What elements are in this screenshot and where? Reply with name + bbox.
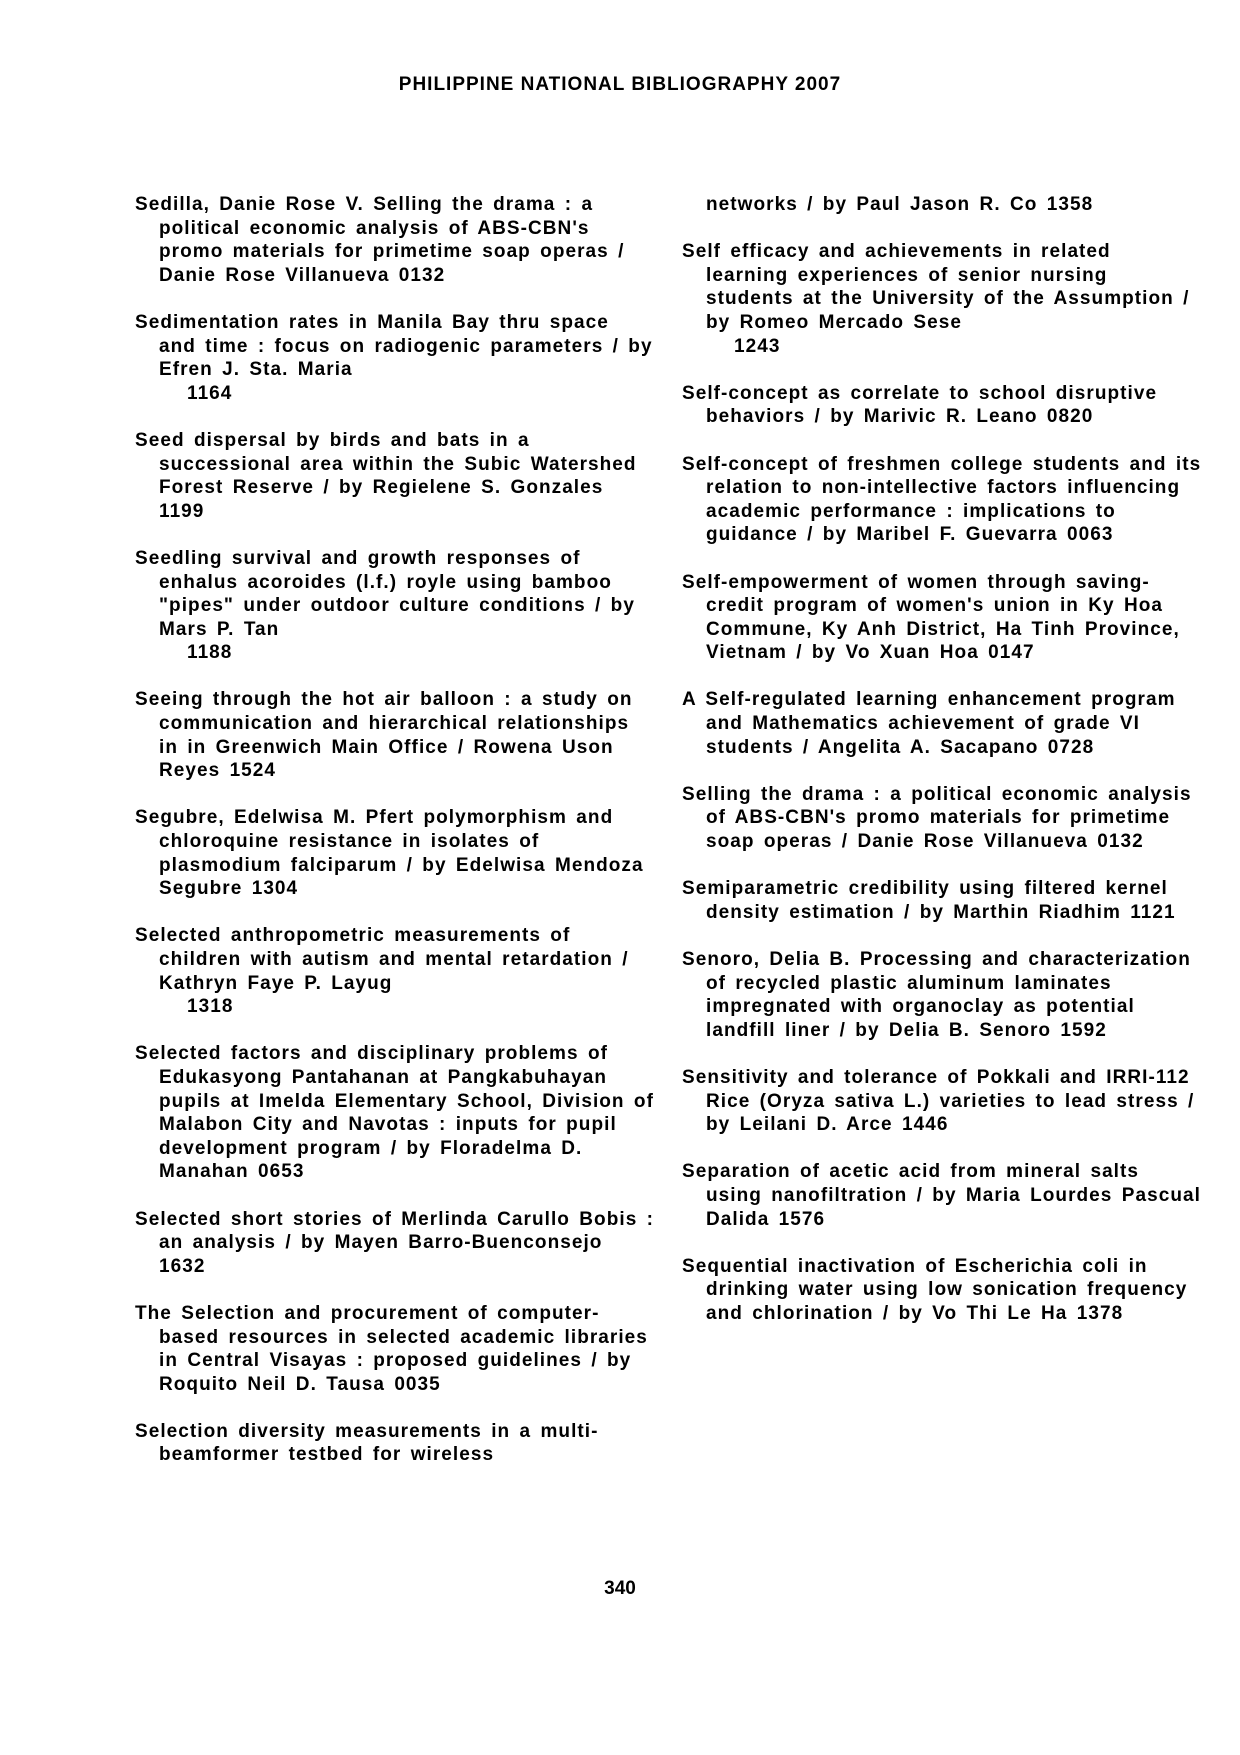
bib-entry: Selected short stories of Merlinda Carullo Bobis : an analysis / by Mayen Barro-Buenconsejo 1632 [135, 1208, 664, 1277]
bib-entry: A Self-regulated learning enhancement program and Mathematics achievement of grade VI students / Angelita A. Sacapano 0728 [682, 689, 1185, 758]
bib-entry: Selection diversity measurements in a multi-beamformer testbed for wireless [135, 1420, 599, 1466]
bib-entry: Sequential inactivation of Escherichia coli in drinking water using low sonication frequency and chlorination / by Vo Thi Le Ha 1378 [682, 1255, 1197, 1324]
bib-entry: Seedling survival and growth responses of enhalus acoroides (l.f.) royle using bamboo "pipes" under outdoor culture conditions / by Mars P. Tan 1188 [135, 547, 635, 664]
bib-entry: Seeing through the hot air balloon : a study on communication and hierarchical relationships in in Greenwich Main Office / Rowena Uson Reyes 1524 [135, 689, 642, 782]
running-header: PHILIPPINE NATIONAL BIBLIOGRAPHY 2007 [398, 74, 842, 95]
bib-entry: Seed dispersal by birds and bats in a successional area within the Subic Watershed Forest Reserve / by Regielene S. Gonzales 1199 [135, 429, 646, 522]
bib-entry: Sensitivity and tolerance of Pokkali and IRRI-112 Rice (Oryza sativa L.) varieties to lead stress / by Leilani D. Arce 1446 [682, 1066, 1204, 1136]
bib-entry: Separation of acetic acid from mineral salts using nanofiltration / by Maria Lourdes Pascual Dalida 1576 [682, 1161, 1211, 1230]
bib-entry: Selling the drama : a political economic analysis of ABS-CBN's promo materials for primetime soap operas / Danie Rose Villanueva 0132 [682, 783, 1201, 853]
bib-entry: Segubre, Edelwisa M. Pfert polymorphism and chloroquine resistance in isolates of plasmodium falciparum / by Edelwisa Mendoza Segubre 1304 [135, 807, 653, 900]
bib-entry: Selected factors and disciplinary problems of Edukasyong Pantahanan at Pangkabuhayan pupils at Imelda Elementary School, Division of Malabon City and Navotas : inputs for pupil development program / by Floradelma D. Manahan 0653 [135, 1043, 664, 1183]
bib-entry: Semiparametric credibility using filtered kernel density estimation / by Marthin Riadhim 1121 [682, 878, 1178, 923]
left-column [135, 193, 664, 1491]
bib-entry: Self-concept as correlate to school disruptive behaviors / by Marivic R. Leano 0820 [682, 382, 1167, 428]
bib-entry: The Selection and procurement of computer-based resources in selected academic libraries in Central Visayas : proposed guidelines / by Roquito Neil D. Tausa 0035 [135, 1302, 658, 1395]
bib-entry: Self efficacy and achievements in related learning experiences of senior nursing students at the University of the Assumption / by Romeo Mercado Sese 1243 [682, 241, 1190, 357]
bib-entry: Self-concept of freshmen college students and its relation to non-intellective factors influencing academic performance : implications to guidance / by Maribel F. Guevarra 0063 [682, 453, 1211, 546]
page-number: 340 [604, 1578, 636, 1599]
bib-entry: Selected anthropometric measurements of children with autism and mental retardation / Kathryn Faye P. Layug 1318 [135, 925, 629, 1018]
bib-entry: Sedilla, Danie Rose V. Selling the drama : a political economic analysis of ABS-CBN's promo materials for primetime soap operas / Danie Rose Villanueva 0132 [135, 194, 634, 286]
bib-entry-continuation: networks / by Paul Jason R. Co 1358 [706, 194, 1094, 215]
bib-entry: Self-empowerment of women through saving-credit program of women's union in Ky Hoa Commune, Ky Anh District, Ha Tinh Province, Vietnam / by Vo Xuan Hoa 0147 [682, 571, 1190, 664]
right-column [682, 193, 1211, 1349]
bib-entry: Sedimentation rates in Manila Bay thru space and time : focus on radiogenic parameters / by Efren J. Sta. Maria 1164 [135, 311, 653, 404]
bib-entry: Senoro, Delia B. Processing and characterization of recycled plastic aluminum laminates impregnated with organoclay as potential landfill liner / by Delia B. Senoro 1592 [682, 949, 1201, 1041]
